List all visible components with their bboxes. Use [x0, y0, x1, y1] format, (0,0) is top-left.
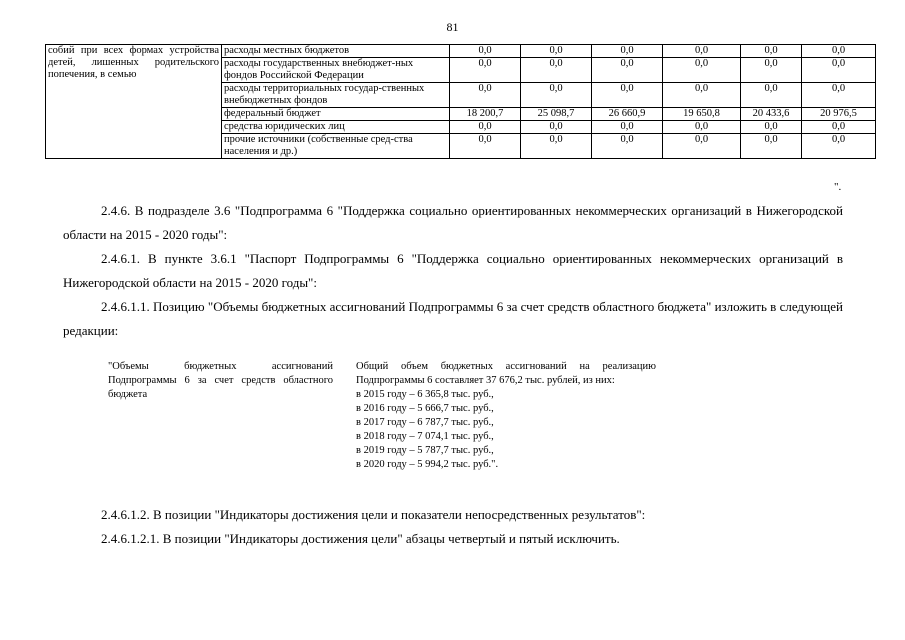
amount-cell: 0,0 [521, 83, 592, 108]
passport-year-line: в 2015 году – 6 365,8 тыс. руб., [356, 389, 494, 400]
passport-year-line: в 2016 году – 5 666,7 тыс. руб., [356, 403, 494, 414]
amount-cell: 0,0 [592, 83, 663, 108]
measure-name-cell [46, 45, 222, 159]
amount-cell: 0,0 [663, 134, 741, 159]
paragraph-2-4-6-1-2: 2.4.6.1.2. В позиции "Индикаторы достижения цели и показатели непосредственных результатов": [101, 507, 646, 522]
amount-cell: 0,0 [663, 121, 741, 134]
amount-cell: 20 433,6 [741, 108, 802, 121]
funding-source-cell: прочие источники (собственные сред-ства населения и др.) [222, 134, 450, 159]
amount-cell: 0,0 [450, 58, 521, 83]
paragraph-2-4-6-1-2-1: 2.4.6.1.2.1. В позиции "Индикаторы достижения цели" абзацы четвертый и пятый исключить. [101, 531, 620, 546]
amount-cell: 0,0 [592, 58, 663, 83]
amount-cell: 0,0 [663, 83, 741, 108]
amount-cell: 0,0 [802, 45, 876, 58]
funding-source-cell: расходы государственных внебюджет-ных фондов Российской Федерации [222, 58, 450, 83]
passport-year-line: в 2020 году – 5 994,2 тыс. руб.". [356, 459, 499, 470]
amount-cell: 0,0 [663, 45, 741, 58]
passport-total-text: Общий объем бюджетных ассигнований на реализацию Подпрограммы 6 составляет 37 676,2 тыс. рублей, из них: [356, 361, 656, 386]
table-row [46, 45, 876, 58]
amount-cell: 0,0 [802, 121, 876, 134]
amount-cell: 20 976,5 [802, 108, 876, 121]
budget-table [45, 44, 876, 159]
amount-cell: 0,0 [592, 134, 663, 159]
amount-cell: 0,0 [741, 121, 802, 134]
amount-cell: 0,0 [450, 45, 521, 58]
measure-name-text: собий при всех формах устройства детей, лишенных родительского попечения, в семью [48, 45, 219, 80]
funding-source-cell: федеральный бюджет [222, 108, 450, 121]
amount-cell: 0,0 [521, 58, 592, 83]
amount-cell: 0,0 [802, 134, 876, 159]
amount-cell: 0,0 [741, 58, 802, 83]
paragraph-2-4-6-1: 2.4.6.1. В пункте 3.6.1 "Паспорт Подпрограммы 6 "Поддержка социально ориентированных некоммерческих организаций в Нижегородской области на 2015 - 2020 годы": [63, 251, 843, 290]
passport-left-cell: "Объемы бюджетных ассигнований Подпрограммы 6 за счет средств областного бюджета [108, 361, 333, 400]
amount-cell: 19 650,8 [663, 108, 741, 121]
paragraph-2-4-6-1-1: 2.4.6.1.1. Позицию "Объемы бюджетных ассигнований Подпрограммы 6 за счет средств областного бюджета" изложить в следующей редакции: [63, 299, 843, 338]
page-number: 81 [446, 20, 459, 34]
paragraph-2-4-6: 2.4.6. В подразделе 3.6 "Подпрограмма 6 "Поддержка социально ориентированных некоммерческих организаций в Нижегородской области на 2015 - 2020 годы": [63, 203, 843, 242]
amount-cell: 26 660,9 [592, 108, 663, 121]
funding-source-cell: расходы местных бюджетов [222, 45, 450, 58]
amount-cell: 0,0 [521, 121, 592, 134]
amount-cell: 0,0 [450, 134, 521, 159]
passport-year-line: в 2018 году – 7 074,1 тыс. руб., [356, 431, 494, 442]
funding-source-cell: средства юридических лиц [222, 121, 450, 134]
amount-cell: 0,0 [450, 83, 521, 108]
amount-cell: 25 098,7 [521, 108, 592, 121]
passport-year-line: в 2017 году – 6 787,7 тыс. руб., [356, 417, 494, 428]
amount-cell: 0,0 [450, 121, 521, 134]
passport-right-cell [356, 360, 656, 472]
amount-cell: 0,0 [592, 121, 663, 134]
amount-cell: 0,0 [802, 58, 876, 83]
amount-cell: 0,0 [663, 58, 741, 83]
closing-quote: ". [834, 181, 842, 193]
amount-cell: 0,0 [741, 134, 802, 159]
passport-year-line: в 2019 году – 5 787,7 тыс. руб., [356, 445, 494, 456]
amount-cell: 0,0 [521, 134, 592, 159]
funding-source-cell: расходы территориальных государ-ственных внебюджетных фондов [222, 83, 450, 108]
amount-cell: 0,0 [802, 83, 876, 108]
amount-cell: 0,0 [741, 83, 802, 108]
amount-cell: 0,0 [741, 45, 802, 58]
amount-cell: 0,0 [521, 45, 592, 58]
amount-cell: 18 200,7 [450, 108, 521, 121]
amount-cell: 0,0 [592, 45, 663, 58]
